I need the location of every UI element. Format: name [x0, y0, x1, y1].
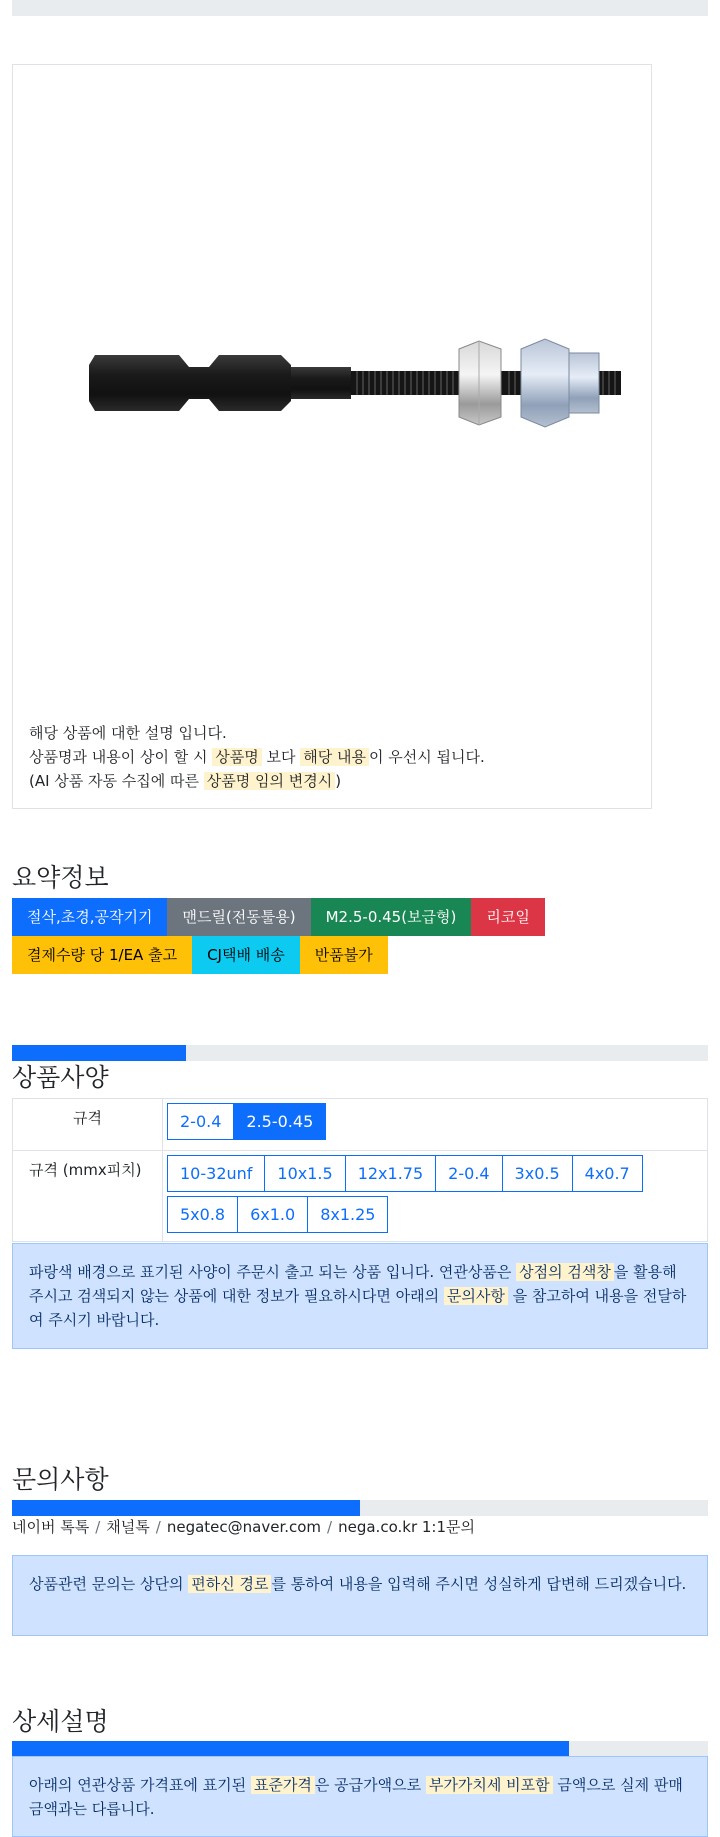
quantity-badge: 결제수량 당 1/EA 출고 — [12, 936, 192, 974]
alert-highlight: 표준가격 — [251, 1776, 315, 1794]
spec-row — [13, 1151, 708, 1242]
alert-text: 아래의 연관상품 가격표에 표기된 — [29, 1776, 251, 1794]
alert-highlight: 부가가치세 비포함 — [426, 1776, 553, 1794]
spec-option-button[interactable]: 10-32unf — [167, 1155, 265, 1192]
alert-text: 를 통하여 내용을 입력해 주시면 성실하게 답변해 드리겠습니다. — [271, 1575, 687, 1593]
note-highlight: 상품명 — [212, 748, 261, 766]
separator: / — [327, 1518, 333, 1536]
return-badge: 반품불가 — [300, 936, 388, 974]
alert-text: 을 참고하여 내용을 전달하여 주시기 바랍니다. — [29, 1287, 687, 1329]
contact-email[interactable]: negatec@naver.com — [166, 1518, 322, 1536]
alert-text: 금액으로 실제 판매금액과는 다릅니다. — [29, 1776, 683, 1818]
spec-label: 규격 (mmx피치) — [13, 1151, 163, 1242]
top-progress-track — [12, 0, 708, 16]
shipping-badge: CJ택배 배송 — [192, 936, 300, 974]
note-highlight: 상품명 임의 변경시 — [204, 772, 335, 790]
note-text: 상품명과 내용이 상이 할 시 — [29, 748, 213, 766]
alert-highlight: 편하신 경로 — [188, 1575, 271, 1593]
spec-options — [163, 1151, 708, 1242]
inquiry-progress-fill — [12, 1500, 360, 1516]
spec-option-button[interactable]: 8x1.25 — [307, 1196, 388, 1233]
alert-text: 상품관련 문의는 상단의 — [29, 1575, 189, 1593]
alert-highlight: 문의사항 — [444, 1287, 508, 1305]
mandrel-bit-image — [69, 327, 629, 437]
contact-naver-talk[interactable]: 네이버 톡톡 — [12, 1518, 90, 1536]
specs-progress — [12, 1045, 708, 1061]
spec-table — [12, 1098, 708, 1242]
alert-text: 은 공급가액으로 — [314, 1776, 426, 1794]
subcategory-badge: 맨드릴(전동툴용) — [167, 898, 310, 936]
specs-alert — [12, 1243, 708, 1349]
detail-alert — [12, 1756, 708, 1837]
detail-progress-fill — [12, 1741, 569, 1757]
alert-highlight: 상점의 검색창 — [516, 1263, 614, 1281]
note-text: 이 우선시 됩니다. — [368, 748, 485, 766]
separator: / — [95, 1518, 101, 1536]
spec-option-button[interactable]: 6x1.0 — [237, 1196, 308, 1233]
note-text: (AI 상품 자동 수집에 따른 — [29, 772, 204, 790]
spec-badge: M2.5-0.45(보급형) — [311, 898, 472, 936]
separator: / — [155, 1518, 161, 1536]
contact-channel-talk[interactable]: 채널톡 — [106, 1518, 150, 1536]
specs-title: 상품사양 — [12, 1063, 109, 1092]
spec-option-button[interactable]: 3x0.5 — [502, 1155, 573, 1192]
product-notes — [29, 721, 485, 793]
brand-badge: 리코일 — [471, 898, 544, 936]
product-image-box — [12, 64, 652, 809]
spec-option-button[interactable]: 4x0.7 — [572, 1155, 643, 1192]
inquiry-alert — [12, 1555, 708, 1636]
spec-option-button[interactable]: 10x1.5 — [264, 1155, 345, 1192]
spec-option-button[interactable]: 12x1.75 — [345, 1155, 436, 1192]
category-badge: 절삭,초경,공작기기 — [12, 898, 167, 936]
spec-row — [13, 1099, 708, 1151]
note-highlight: 해당 내용 — [300, 748, 369, 766]
detail-title: 상세설명 — [12, 1707, 109, 1736]
summary-title: 요약정보 — [12, 863, 109, 892]
spec-label: 규격 — [13, 1099, 163, 1151]
spec-options — [163, 1099, 708, 1151]
note-line-2 — [29, 745, 485, 769]
inquiry-progress — [12, 1500, 708, 1516]
note-line-3 — [29, 769, 485, 793]
summary-badges — [12, 898, 708, 974]
note-text: ) — [335, 772, 342, 790]
note-line-1: 해당 상품에 대한 설명 입니다. — [29, 724, 227, 742]
spec-option-button[interactable]: 2-0.4 — [435, 1155, 502, 1192]
spec-option-button[interactable]: 2.5-0.45 — [233, 1103, 326, 1140]
detail-progress — [12, 1741, 708, 1757]
alert-text: 파랑색 배경으로 표기된 사양이 주문시 출고 되는 상품 입니다. 연관상품은 — [29, 1263, 517, 1281]
spec-option-button[interactable]: 5x0.8 — [167, 1196, 238, 1233]
alert-text: 을 활용해 주시고 검색되지 않는 상품에 대한 정보가 필요하시다면 아래의 — [29, 1263, 677, 1305]
contact-links — [12, 1516, 475, 1537]
spec-option-button[interactable]: 2-0.4 — [167, 1103, 234, 1140]
note-text: 보다 — [261, 748, 301, 766]
inquiry-title: 문의사항 — [12, 1465, 109, 1494]
contact-website[interactable]: nega.co.kr 1:1문의 — [338, 1518, 475, 1536]
